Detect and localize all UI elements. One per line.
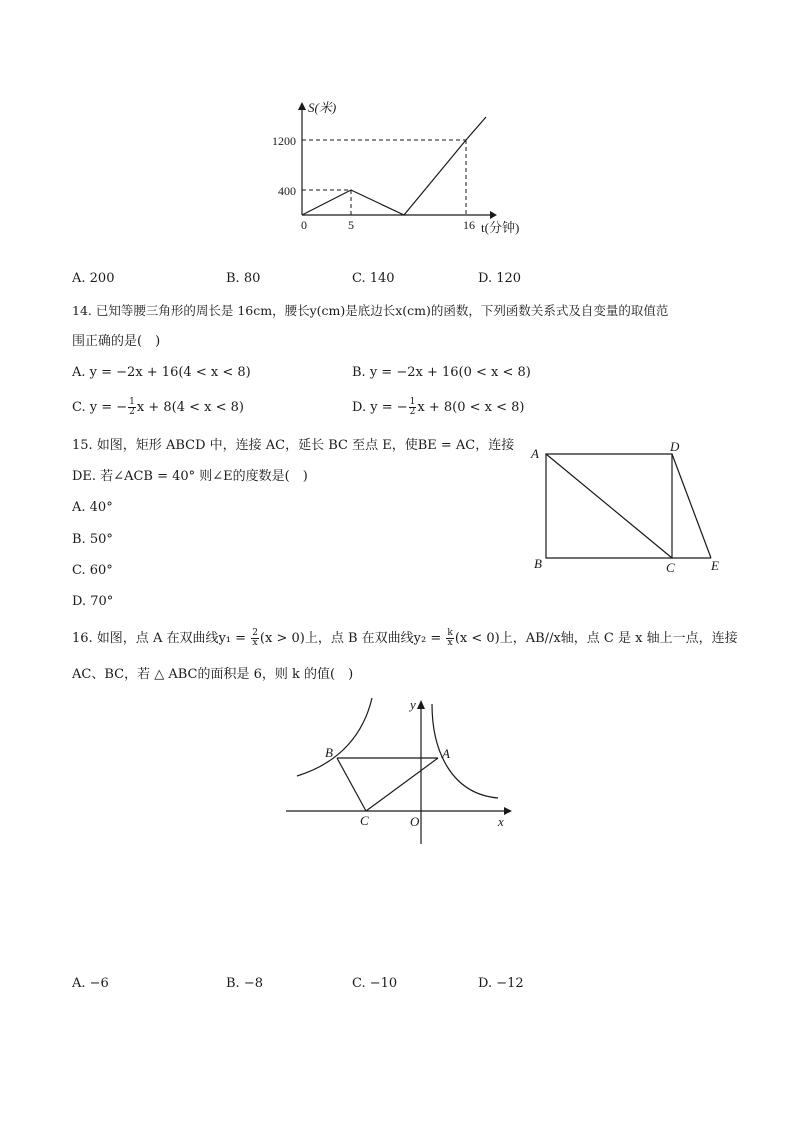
q16-frac1-num: 2: [252, 628, 258, 638]
q15-label-c: C: [666, 560, 675, 575]
q16-option-d[interactable]: D. −12: [478, 976, 524, 991]
q14-option-c-prefix: C. y = −: [72, 400, 128, 415]
q14-option-d-prefix: D. y = −: [352, 400, 408, 415]
q14-option-c-fraction: [128, 398, 136, 417]
q16-option-a[interactable]: A. −6: [72, 976, 109, 991]
q16-y-axis-arrow: [417, 700, 425, 709]
q15-rectangle-figure: [525, 437, 730, 582]
q15-option-c[interactable]: C. 60°: [72, 563, 113, 578]
q16-label-o: O: [410, 814, 420, 829]
q16-frac2-num: k: [447, 628, 453, 638]
q13-x-tick-5: 5: [348, 218, 354, 232]
q13-y-axis-arrow: [298, 102, 306, 110]
q14-option-c-frac-num: 1: [129, 397, 135, 407]
q16-label-c: C: [360, 813, 369, 828]
q13-x-axis-label: t(分钟): [481, 220, 520, 235]
q15-segment-de: [672, 454, 711, 558]
q15-stem-line1: 15. 如图，矩形 ABCD 中，连接 AC，延长 BC 至点 E，使BE = AC，连接: [72, 438, 515, 453]
q15-option-a[interactable]: A. 40°: [72, 500, 113, 515]
q15-label-b: B: [534, 556, 542, 571]
q14-option-d-frac-num: 1: [409, 397, 416, 407]
q15-stem-line2: DE. 若∠ACB = 40° 则∠E的度数是( ): [72, 469, 308, 484]
q16-label-b: B: [325, 745, 333, 760]
q13-y-tick-400: 400: [278, 184, 296, 198]
q16-segment-bc: [337, 758, 366, 811]
q16-stem-line2: AC、BC，若 △ ABC的面积是 6，则 k 的值( ): [72, 667, 354, 682]
q13-option-b[interactable]: B. 80: [226, 271, 261, 286]
q16-option-c[interactable]: C. −10: [352, 976, 398, 991]
q14-stem-line2: 围正确的是( ): [72, 334, 161, 349]
q16-stem-line1-part1: 16. 如图，点 A 在双曲线y₁ =: [72, 631, 251, 646]
q16-label-x: x: [498, 814, 504, 829]
q16-stem-line1: [72, 629, 738, 648]
q14-option-c-frac-den: 2: [129, 407, 135, 417]
q13-option-d[interactable]: D. 120: [478, 271, 522, 286]
q16-curve-y2-left-branch: [297, 698, 372, 776]
q16-x-axis-arrow: [504, 807, 512, 815]
q15-label-a: A: [531, 446, 539, 461]
q13-option-a[interactable]: A. 200: [72, 271, 115, 286]
q16-hyperbola-figure: [282, 692, 517, 852]
q16-frac-k-over-x: [446, 629, 453, 648]
q15-label-d: D: [670, 439, 680, 454]
q13-x-tick-0: 0: [301, 218, 307, 232]
q14-stem-line1: 14. 已知等腰三角形的周长是 16cm，腰长y(cm)是底边长x(cm)的函数，下列函数关系式及自变量的取值范: [72, 303, 669, 318]
q16-label-a: A: [442, 746, 450, 761]
q16-frac2-den: x: [447, 638, 453, 648]
q16-option-b[interactable]: B. −8: [226, 976, 263, 991]
q14-option-d[interactable]: [352, 398, 524, 417]
q16-stem-line1-part3: (x < 0)上，AB//x轴，点 C 是 x 轴上一点，连接: [454, 631, 738, 646]
q14-option-b[interactable]: B. y = −2x + 16(0 < x < 8): [352, 365, 531, 380]
q14-option-d-fraction: [409, 398, 417, 417]
q15-option-d[interactable]: D. 70°: [72, 594, 114, 609]
q15-label-e: E: [711, 558, 719, 573]
q13-x-axis-arrow: [490, 211, 497, 219]
q16-stem-line1-part2: (x > 0)上，点 B 在双曲线y₂ =: [259, 631, 446, 646]
q16-frac-2-over-x: [251, 629, 259, 648]
q15-option-b[interactable]: B. 50°: [72, 532, 113, 547]
q13-distance-time-graph: [250, 90, 550, 250]
q13-option-c[interactable]: C. 140: [352, 271, 395, 286]
q14-option-d-suffix: x + 8(0 < x < 8): [417, 400, 525, 415]
q14-option-a[interactable]: A. y = −2x + 16(4 < x < 8): [72, 365, 251, 380]
q13-distance-line: [302, 117, 486, 215]
q13-x-tick-16: 16: [463, 218, 475, 232]
q14-option-c-suffix: x + 8(4 < x < 8): [136, 400, 244, 415]
q13-y-axis-label: S(米): [308, 100, 337, 115]
q15-diagonal-ac: [546, 454, 672, 558]
q14-option-c[interactable]: [72, 398, 244, 417]
q13-y-tick-1200: 1200: [272, 134, 296, 148]
q14-option-d-frac-den: 2: [409, 407, 416, 417]
q16-frac1-den: x: [252, 638, 258, 648]
q16-label-y: y: [410, 697, 416, 712]
q16-segment-ac: [366, 758, 438, 811]
